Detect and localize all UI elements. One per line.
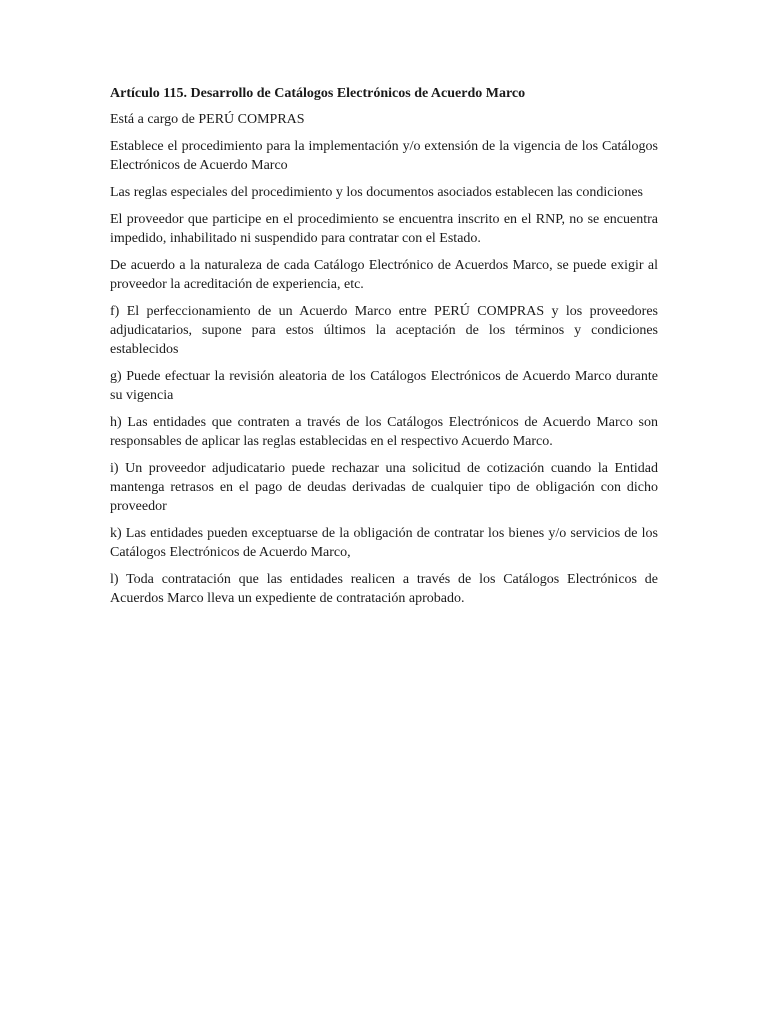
paragraph: De acuerdo a la naturaleza de cada Catálogo Electrónico de Acuerdos Marco, se puede exigir al proveedor la acreditación de experiencia, etc. <box>110 258 658 292</box>
paragraph: f) El perfeccionamiento de un Acuerdo Marco entre PERÚ COMPRAS y los proveedores adjudicatarios, supone para estos últimos la aceptación de los términos y condiciones establecidos <box>110 304 658 357</box>
paragraph: El proveedor que participe en el procedimiento se encuentra inscrito en el RNP, no se encuentra impedido, inhabilitado ni suspendido para contratar con el Estado. <box>110 212 658 246</box>
paragraph: h) Las entidades que contraten a través de los Catálogos Electrónicos de Acuerdo Marco son responsables de aplicar las reglas establecidas en el respectivo Acuerdo Marco. <box>110 415 658 449</box>
article-title: Artículo 115. Desarrollo de Catálogos Electrónicos de Acuerdo Marco <box>110 86 526 101</box>
paragraph: Las reglas especiales del procedimiento y los documentos asociados establecen las condiciones <box>110 185 643 200</box>
paragraph: l) Toda contratación que las entidades realicen a través de los Catálogos Electrónicos de Acuerdos Marco lleva un expediente de contratación aprobado. <box>110 572 658 606</box>
paragraph: Establece el procedimiento para la implementación y/o extensión de la vigencia de los Catálogos Electrónicos de Acuerdo Marco <box>110 139 658 173</box>
document-page <box>110 84 658 616</box>
paragraph: i) Un proveedor adjudicatario puede rechazar una solicitud de cotización cuando la Entidad mantenga retrasos en el pago de deudas derivadas de cualquier tipo de obligación con dicho proveedor <box>110 461 658 514</box>
paragraph: Está a cargo de PERÚ COMPRAS <box>110 112 305 127</box>
paragraph: k) Las entidades pueden exceptuarse de la obligación de contratar los bienes y/o servicios de los Catálogos Electrónicos de Acuerdo Marco, <box>110 526 658 560</box>
paragraph: g) Puede efectuar la revisión aleatoria de los Catálogos Electrónicos de Acuerdo Marco durante su vigencia <box>110 369 658 403</box>
